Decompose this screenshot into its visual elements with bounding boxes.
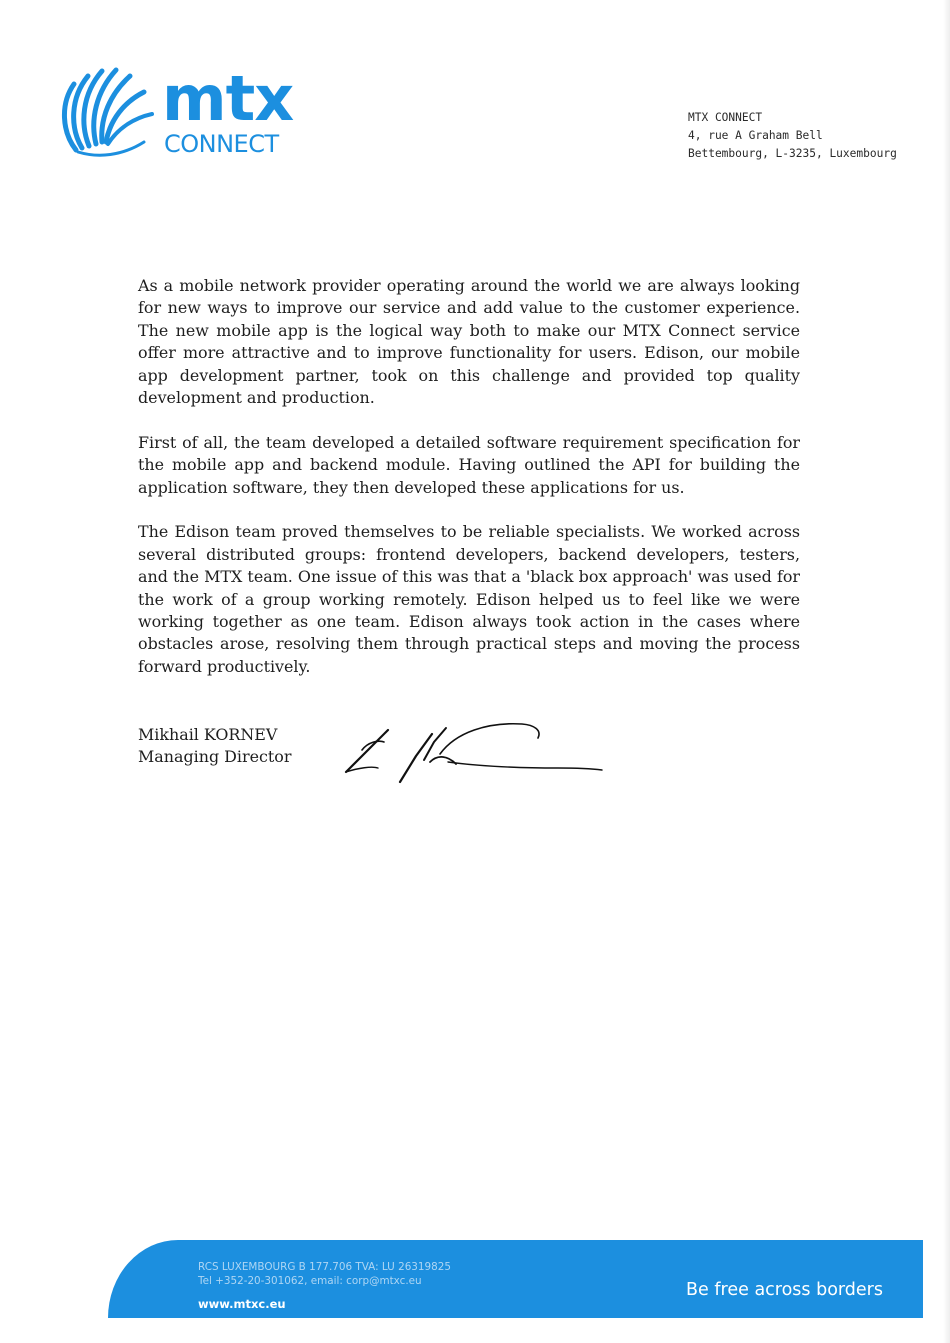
paragraph-1: As a mobile network provider operating around the world we are always looking for new ways to improve our service and add value to the customer experience. The new mobile app is the logical way both to make our MTX Connect service offer more attractive and to improve functionality for users. Edison, our mobile app development partner, took on this challenge and provided top quality development and production. bbox=[138, 276, 800, 408]
globe-swoosh-icon bbox=[58, 62, 158, 162]
address-city: Bettembourg, L-3235, Luxembourg bbox=[688, 147, 897, 160]
signatory-name: Mikhail KORNEV bbox=[138, 725, 278, 744]
signatory-block bbox=[138, 724, 291, 769]
handwritten-signature bbox=[338, 712, 608, 792]
scan-edge-shadow bbox=[943, 0, 950, 1343]
paragraph-3: The Edison team proved themselves to be reliable specialists. We worked across several distributed groups: frontend developers, backend developers, testers, and the MTX team. One issue of this was that a 'black box approach' was used for the work of a group working remotely. Edison helped us to feel like we were working together as one team. Edison always took action in the cases where obstacles arose, resolving them through practical steps and moving the process forward productively. bbox=[138, 522, 800, 676]
company-logo bbox=[58, 62, 298, 162]
signatory-title: Managing Director bbox=[138, 747, 292, 767]
letter-body bbox=[138, 275, 800, 701]
footer-legal-info bbox=[198, 1260, 451, 1288]
paragraph-2: First of all, the team developed a detailed software requirement specification for the mobile app and backend module. Having outlined the API for building the application software, they then developed these applications for us. bbox=[138, 432, 800, 497]
sender-address bbox=[688, 109, 928, 163]
logo-subtitle: CONNECT bbox=[164, 130, 279, 158]
footer-website: www.mtxc.eu bbox=[198, 1297, 286, 1311]
address-company: MTX CONNECT bbox=[688, 111, 763, 124]
address-street: 4, rue A Graham Bell bbox=[688, 129, 823, 142]
logo-wordmark: mtx bbox=[162, 62, 294, 135]
footer-band bbox=[108, 1240, 923, 1318]
footer-registration: RCS LUXEMBOURG B 177.706 TVA: LU 26319825 bbox=[198, 1261, 451, 1273]
footer-contact: Tel +352-20-301062, email: corp@mtxc.eu bbox=[198, 1275, 422, 1287]
footer-tagline: Be free across borders bbox=[686, 1280, 883, 1300]
